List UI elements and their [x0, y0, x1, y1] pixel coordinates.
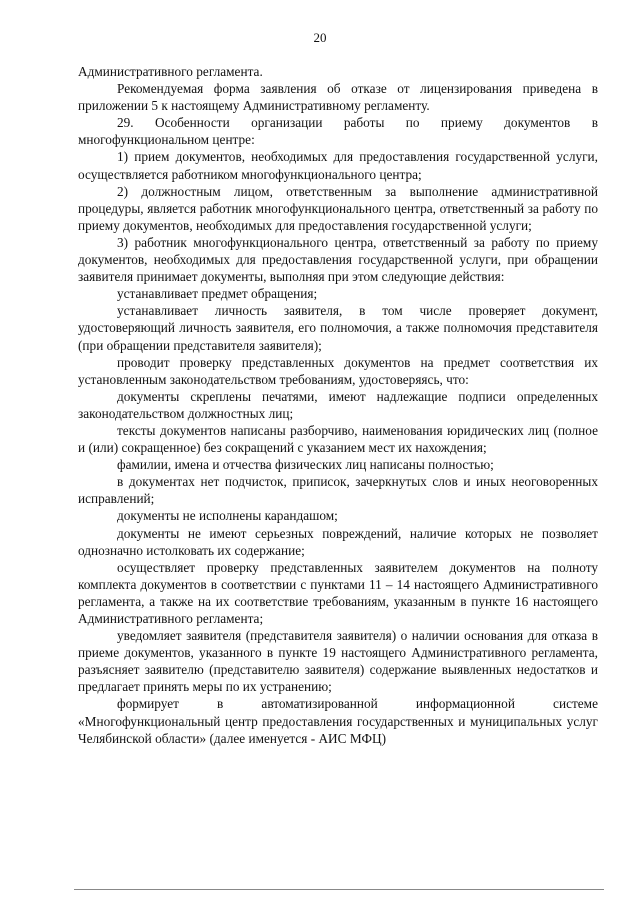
- paragraph-action-identity: устанавливает личность заявителя, в том числе проверяет документ, удостоверяющий личность заявителя, его полномочия, а также полномочия представителя (при обращении представителя заявителя);: [78, 303, 598, 353]
- paragraph-action-completeness: осуществляет проверку представленных заявителем документов на полноту комплекта документов в соответствии с пунктами 11 – 14 настоящего Административного регламента, а также на их соответствие требованиям, указанным в пункте 16 настоящего Административного регламента;: [78, 559, 598, 626]
- paragraph-check-seals: документы скреплены печатями, имеют надлежащие подписи определенных законодательством должностных лиц;: [78, 388, 598, 421]
- bottom-divider: [74, 889, 604, 890]
- paragraph-action-check: проводит проверку представленных документов на предмет соответствия их установленным законодательством требованиям, удостоверяясь, что:: [78, 354, 598, 387]
- paragraph-action-notify: уведомляет заявителя (представителя заявителя) о наличии основания для отказа в приеме документов, указанного в пункте 19 настоящего Административного регламента, разъясняет заявителю (представителю заявителя) содержание выявленных недостатков и предлагает принять меры по их устранению;: [78, 628, 598, 695]
- page-number: 20: [313, 30, 327, 45]
- paragraph-check-damage: документы не имеют серьезных повреждений, наличие которых не позволяет однозначно истолковать их содержание;: [78, 525, 598, 558]
- paragraph-action-form: формирует в автоматизированной информационной системе «Многофункциональный центр предоставления государственных и муниципальных услуг Челябинской области» (далее именуется - АИС МФЦ): [78, 696, 598, 746]
- paragraph-subitem-1: 1) прием документов, необходимых для предоставления государственной услуги, осуществляется работником многофункционального центра;: [78, 149, 598, 182]
- paragraph-subitem-3: 3) работник многофункционального центра, ответственный за работу по приему документов, необходимых для предоставления государственной услуги, при обращении заявителя принимает документы, выполняя при этом следующие действия:: [78, 234, 598, 285]
- paragraph-continuation: Административного регламента.: [78, 64, 263, 79]
- paragraph-check-pencil: документы не исполнены карандашом;: [117, 508, 338, 524]
- paragraph-check-names: фамилии, имена и отчества физических лиц написаны полностью;: [117, 457, 494, 473]
- paragraph-item-29: 29. Особенности организации работы по приему документов в многофункциональном центре:: [78, 115, 598, 148]
- paragraph-recommended-form: Рекомендуемая форма заявления об отказе от лицензирования приведена в приложении 5 к настоящему Административному регламенту.: [78, 81, 598, 114]
- paragraph-check-legible: тексты документов написаны разборчиво, наименования юридических лиц (полное и (или) сокращенное) без сокращений с указанием мест их нахождения;: [78, 422, 598, 456]
- paragraph-action-subject: устанавливает предмет обращения;: [117, 286, 318, 302]
- paragraph-check-erasures: в документах нет подчисток, приписок, зачеркнутых слов и иных неоговоренных исправлений;: [78, 474, 598, 507]
- paragraph-subitem-2: 2) должностным лицом, ответственным за выполнение административной процедуры, является работник многофункционального центра, ответственный за работу по приему документов, необходимых для предоставления государственной услуги;: [78, 183, 598, 233]
- document-body: [78, 63, 598, 747]
